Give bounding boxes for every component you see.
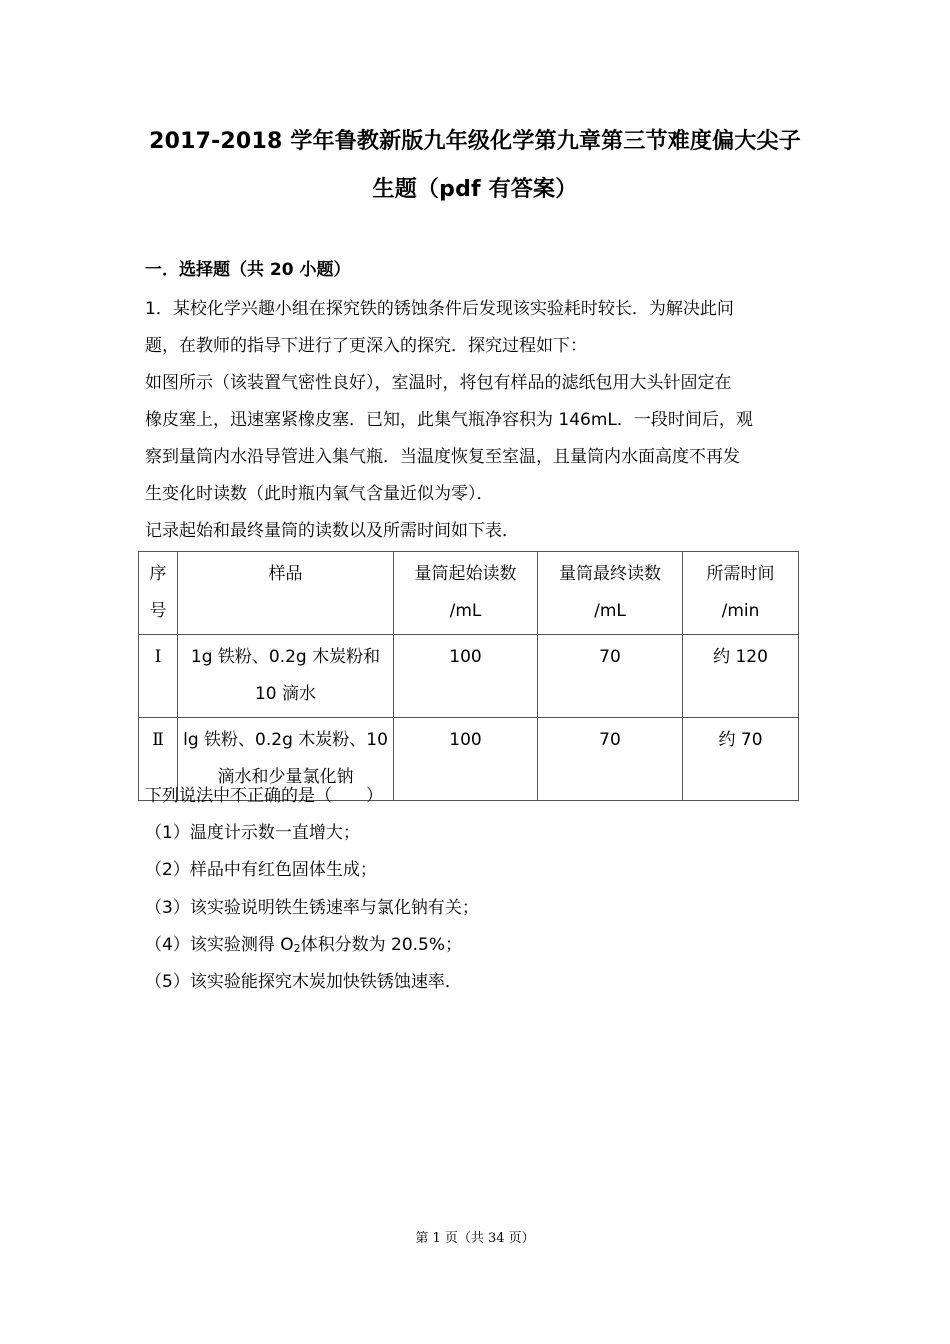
cell-time: 约 120	[683, 635, 799, 718]
section-heading: 一．选择题（共 20 小题）	[145, 260, 351, 280]
sample-text: 10 滴水	[254, 684, 317, 704]
header-cell-time	[683, 552, 799, 635]
header-cell-end	[538, 552, 683, 635]
header-text: 量筒最终读数	[559, 564, 661, 584]
document-title-line-2: 生题（pdf 有答案）	[372, 177, 578, 202]
question-prompt: 下列说法中不正确的是（ ）	[145, 786, 383, 806]
question-text-line: 如图所示（该装置气密性良好），室温时，将包有样品的滤纸包用大头针固定在	[145, 373, 732, 393]
option-5: （5）该实验能探究木炭加快铁锈蚀速率．	[145, 972, 462, 992]
table-row	[139, 635, 799, 718]
header-text: /mL	[594, 601, 626, 621]
option-4-suffix: 体积分数为 20.5%；	[300, 935, 463, 955]
page-footer: 第 1 页（共 34 页）	[415, 1231, 535, 1246]
question-text-line: 橡皮塞上，迅速塞紧橡皮塞．已知，此集气瓶净容积为 146mL．一段时间后，观	[145, 410, 753, 430]
table-header-row	[139, 552, 799, 635]
header-text: 序	[149, 564, 167, 584]
cell-seq: Ⅱ	[139, 718, 178, 801]
header-text: /min	[721, 601, 760, 621]
question-text-line: 题，在教师的指导下进行了更深入的探究．探究过程如下：	[145, 336, 587, 356]
option-3: （3）该实验说明铁生锈速率与氯化钠有关；	[145, 898, 479, 918]
sample-text: 1g 铁粉、0.2g 木炭粉和	[190, 647, 381, 667]
results-table	[138, 551, 799, 801]
option-1: （1）温度计示数一直增大；	[145, 823, 360, 843]
header-text: 量筒起始读数	[414, 564, 517, 584]
option-4-prefix: （4）该实验测得 O	[145, 935, 294, 955]
header-text: 样品	[268, 564, 303, 584]
cell-end: 70	[538, 635, 683, 718]
header-cell-start	[394, 552, 538, 635]
header-cell-sample	[178, 552, 394, 635]
document-title-line-1: 2017-2018 学年鲁教新版九年级化学第九章第三节难度偏大尖子	[149, 129, 801, 154]
cell-start: 100	[394, 718, 538, 801]
question-text-line: 记录起始和最终量筒的读数以及所需时间如下表．	[145, 521, 519, 541]
header-text: 所需时间	[706, 564, 775, 584]
question-text-line: 1．某校化学兴趣小组在探究铁的锈蚀条件后发现该实验耗时较长．为解决此问	[145, 299, 734, 319]
cell-end: 70	[538, 718, 683, 801]
option-2: （2）样品中有红色固体生成；	[145, 860, 377, 880]
header-text: 号	[149, 601, 167, 621]
header-text: /mL	[449, 601, 482, 621]
cell-sample	[178, 635, 394, 718]
option-4-subscript: 2	[293, 942, 301, 955]
sample-text: lg 铁粉、0.2g 木炭粉、10	[183, 730, 388, 750]
cell-seq: Ⅰ	[139, 635, 178, 718]
option-4	[145, 933, 815, 961]
cell-time: 约 70	[683, 718, 799, 801]
cell-start: 100	[394, 635, 538, 718]
sample-text: 滴水和少量氯化钠	[217, 767, 354, 787]
question-text-line: 察到量筒内水沿导管进入集气瓶．当温度恢复至室温，且量筒内水面高度不再发	[145, 447, 740, 467]
question-text-line: 生变化时读数（此时瓶内氧气含量近似为零）．	[145, 484, 494, 504]
header-cell-seq	[139, 552, 178, 635]
